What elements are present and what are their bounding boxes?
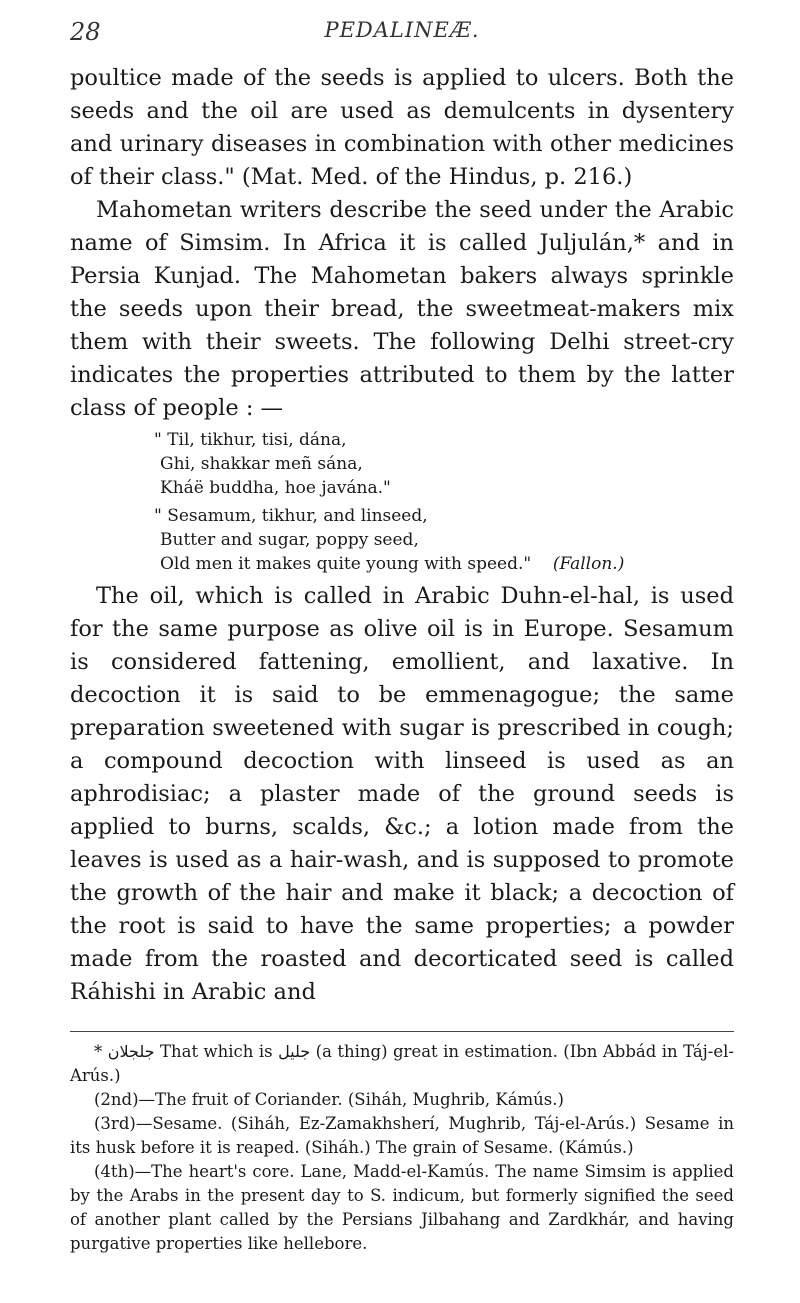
verse-line: " Til, tikhur, tisi, dána, [154,430,347,450]
page-header [70,14,734,54]
footnotes [70,1040,734,1256]
arabic-term: جليل [278,1042,311,1061]
verse-line: Old men it makes quite young with speed." [160,554,532,574]
footnote-divider [70,1031,734,1032]
verse-line: " Sesamum, tikhur, and linseed, [154,506,428,526]
footnote-text: (a thing) great in estimation. (Ibn Abbád in Táj-el-Arús.) [70,1042,734,1085]
page-body [70,62,734,1256]
running-title: PEDALINEÆ. [324,18,480,42]
arabic-term: جلجلان [107,1042,155,1061]
footnote-3: (3rd)—Sesame. (Siháh, Ez-Zamakhsherí, Mughrib, Táj-el-Arús.) Sesame in its husk before it is reaped. (Siháh.) The grain of Sesame. (Kámús.) [70,1114,734,1157]
verse-line-with-attribution [70,552,734,576]
verse-line: Ghi, shakkar meñ sána, [160,454,363,474]
footnote-2: (2nd)—The fruit of Coriander. (Siháh, Mughrib, Kámús.) [94,1090,564,1109]
verse-attribution: (Fallon.) [552,554,625,574]
paragraph-3: The oil, which is called in Arabic Duhn-el-hal, is used for the same purpose as olive oil is in Europe. Sesamum is considered fattening, emollient, and laxative. In decoction it is said to be emmenagogue; the same preparation sweetened with sugar is prescribed in cough; a compound decoction with linseed is used as an aphrodisiac; a plaster made of the ground seeds is applied to burns, scalds, &c.; a lotion made from the leaves is used as a hair-wash, and is supposed to promote the growth of the hair and make it black; a decoction of the root is said to have the same properties; a powder made from the roasted and decorticated seed is called Ráhishi in Arabic and [70,583,734,1005]
verse-hindi [70,428,734,500]
paragraph-1: poultice made of the seeds is applied to ulcers. Both the seeds and the oil are used as demulcents in dysentery and urinary diseases in combination with other medicines of their class." (Mat. Med. of the Hindus, p. 216.) [70,65,734,190]
page-number: 28 [70,18,101,46]
verse-line: Butter and sugar, poppy seed, [160,530,419,550]
footnote-mark: * [94,1042,103,1061]
verse-line: Kháë buddha, hoe javána." [160,478,391,498]
footnote-text: That which is [159,1042,273,1061]
footnote-1 [70,1040,734,1088]
footnote-4: (4th)—The heart's core. Lane, Madd-el-Kamús. The name Simsim is applied by the Arabs in the present day to S. indicum, but formerly signified the seed of another plant called by the Persians Jilbahang and Zardkhár, and having purgative properties like hellebore. [70,1162,734,1253]
verse-english [70,504,734,576]
paragraph-2: Mahometan writers describe the seed under the Arabic name of Simsim. In Africa it is called Juljulán,* and in Persia Kunjad. The Mahometan bakers always sprinkle the seeds upon their bread, the sweetmeat-makers mix them with their sweets. The following Delhi street-cry indicates the properties attributed to them by the latter class of people : — [70,197,734,421]
